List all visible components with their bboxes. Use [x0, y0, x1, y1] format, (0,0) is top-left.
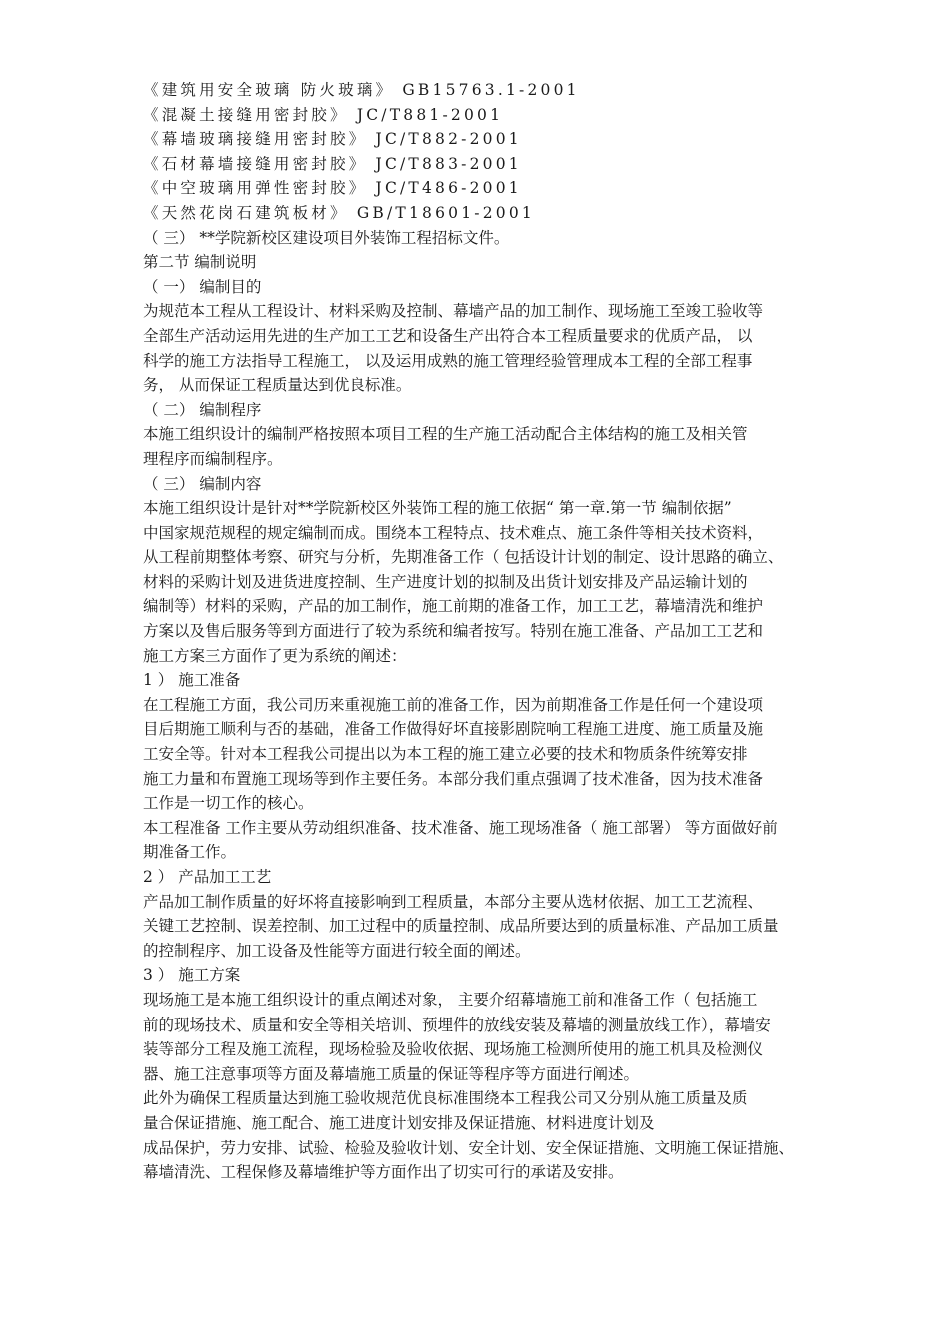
text-line: 产品加工制作质量的好坏将直接影响到工程质量，本部分主要从选材依据、加工工艺流程、 [143, 892, 764, 911]
text-line: 编制等）材料的采购，产品的加工制作，施工前期的准备工作，加工工艺，幕墙清洗和维护 [143, 597, 764, 616]
processing-paragraph [143, 890, 811, 964]
text-line: 本施工组织设计的编制严格按照本项目工程的生产施工活动配合主体结构的施工及相关管 [143, 425, 748, 444]
text-line: 幕墙清洗、工程保修及幕墙维护等方面作出了切实可行的承诺及安排。 [143, 1163, 624, 1182]
text-line: 材料的采购计划及进货进度控制、生产进度计划的拟制及出货计划安排及产品运输计划的 [143, 572, 748, 591]
text-line: 务， 从而保证工程质量达到优良标准。 [143, 376, 412, 395]
text-line: 工安全等。针对本工程我公司提出以为本工程的施工建立必要的技术和物质条件统筹安排 [143, 745, 748, 764]
construction-plan-paragraph [143, 988, 811, 1185]
section-title: 第二节 编制说明 [143, 253, 257, 272]
text-line: 关键工艺控制、误差控制、加工过程中的质量控制、成品所要达到的质量标准、产品加工质量 [143, 917, 779, 936]
tender-document-item: （ 三） **学院新校区建设项目外装饰工程招标文件。 [143, 228, 510, 247]
text-line: 的控制程序、加工设备及性能等方面进行较全面的阐述。 [143, 941, 531, 960]
standard-item: 《天然花岗石建筑板材》 GB/T18601-2001 [143, 203, 535, 222]
standards-list [143, 78, 811, 226]
standard-item: 《中空玻璃用弹性密封胶》 JC/T486-2001 [143, 179, 522, 198]
processing-heading: 2 ） 产品加工工艺 [143, 868, 272, 886]
standard-item: 《幕墙玻璃接缝用密封胶》 JC/T882-2001 [143, 130, 522, 149]
text-line: 方案以及售后服务等到方面进行了较为系统和编者按写。特别在施工准备、产品加工工艺和 [143, 622, 764, 641]
text-line: 成品保护，劳力安排、试验、检验及验收计划、安全计划、安全保证措施、文明施工保证措施、 [143, 1138, 795, 1157]
text-line: 全部生产活动运用先进的生产加工工艺和设备生产出符合本工程质量要求的优质产品， 以 [143, 326, 753, 345]
document-page [143, 78, 811, 1185]
content-heading: （ 三） 编制内容 [143, 474, 262, 493]
text-line: 本工程准备 工作主要从劳动组织准备、技术准备、施工现场准备（ 施工部署） 等方面做好前 [143, 818, 778, 837]
text-line: 现场施工是本施工组织设计的重点阐述对象， 主要介绍幕墙施工前和准备工作（ 包括施工 [143, 990, 758, 1009]
text-line: 从工程前期整体考察、研究与分析，先期准备工作（ 包括设计计划的制定、设计思路的确立、 [143, 548, 784, 567]
text-line: 本施工组织设计是针对**学院新校区外装饰工程的施工依据“ 第一章.第一节 编制依据” [143, 499, 732, 518]
standard-item: 《混凝土接缝用密封胶》 JC/T881-2001 [143, 105, 504, 124]
procedure-paragraph [143, 422, 811, 471]
text-line: 前的现场技术、质量和安全等相关培训、预埋件的放线安装及幕墙的测量放线工作），幕墙安 [143, 1015, 771, 1034]
text-line: 目后期施工顺利与否的基础，准备工作做得好坏直接影剧院响工程施工进度、施工质量及施 [143, 720, 764, 739]
preparation-heading: 1 ） 施工准备 [143, 671, 241, 690]
text-line: 施工方案三方面作了更为系统的阐述： [143, 646, 407, 665]
procedure-heading: （ 二） 编制程序 [143, 400, 262, 419]
content-paragraph [143, 496, 811, 668]
text-line: 量合保证措施、施工配合、施工进度计划安排及保证措施、材料进度计划及 [143, 1113, 655, 1132]
text-line: 科学的施工方法指导工程施工， 以及运用成熟的施工管理经验管理成本工程的全部工程事 [143, 351, 753, 370]
text-line: 工作是一切工作的核心。 [143, 794, 314, 813]
text-line: 期准备工作。 [143, 843, 237, 862]
construction-plan-heading: 3 ） 施工方案 [143, 966, 241, 985]
text-line: 为规范本工程从工程设计、材料采购及控制、幕墙产品的加工制作、现场施工至竣工验收等 [143, 302, 764, 321]
purpose-paragraph [143, 299, 811, 397]
text-line: 此外为确保工程质量达到施工验收规范优良标准围绕本工程我公司又分别从施工质量及质 [143, 1089, 748, 1108]
purpose-heading: （ 一） 编制目的 [143, 277, 262, 296]
text-line: 中国家规范规程的规定编制而成。围绕本工程特点、技术难点、施工条件等相关技术资料， [143, 523, 764, 542]
text-line: 施工力量和布置施工现场等到作主要任务。本部分我们重点强调了技术准备，因为技术准备 [143, 769, 764, 788]
preparation-paragraph [143, 693, 811, 865]
text-line: 装等部分工程及施工流程，现场检验及验收依据、现场施工检测所使用的施工机具及检测仪 [143, 1040, 764, 1059]
text-line: 在工程施工方面，我公司历来重视施工前的准备工作，因为前期准备工作是任何一个建设项 [143, 695, 764, 714]
standard-item: 《建筑用安全玻璃 防火玻璃》 GB15763.1-2001 [143, 81, 580, 99]
standard-item: 《石材幕墙接缝用密封胶》 JC/T883-2001 [143, 154, 522, 173]
text-line: 器、施工注意事项等方面及幕墙施工质量的保证等程序等方面进行阐述。 [143, 1064, 640, 1083]
text-line: 理程序而编制程序。 [143, 449, 283, 468]
